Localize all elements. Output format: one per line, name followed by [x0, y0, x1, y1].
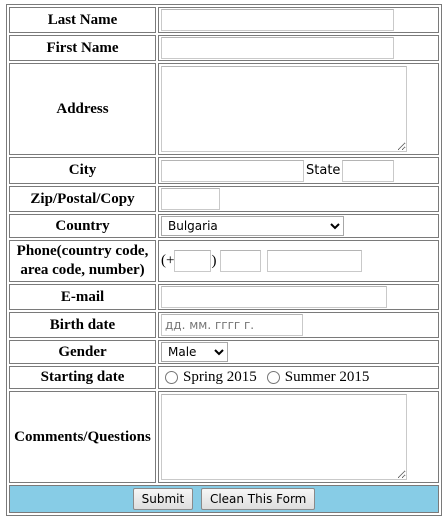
button-bar: [9, 485, 439, 513]
registration-form: [6, 4, 442, 516]
clean-form-button[interactable]: Clean This Form: [201, 488, 315, 510]
country-label: Country: [9, 214, 156, 238]
submit-button[interactable]: Submit: [133, 488, 194, 510]
state-input[interactable]: [342, 160, 394, 182]
gender-select[interactable]: [161, 342, 228, 362]
spring-2015-label: Spring 2015: [183, 369, 257, 386]
email-label: E-mail: [9, 284, 156, 310]
last-name-label: Last Name: [9, 7, 156, 33]
address-textarea[interactable]: [161, 66, 407, 152]
city-input[interactable]: [161, 160, 304, 182]
first-name-input[interactable]: [161, 37, 394, 59]
first-name-label: First Name: [9, 35, 156, 61]
phone-prefix: (+: [161, 252, 175, 269]
email-input[interactable]: [161, 286, 387, 308]
phone-area-code-input[interactable]: [220, 250, 261, 272]
zip-label: Zip/Postal/Copy: [9, 186, 156, 212]
phone-close-paren: ): [211, 252, 217, 269]
summer-2015-radio[interactable]: [267, 371, 280, 384]
phone-country-code-input[interactable]: [174, 250, 211, 272]
spring-2015-radio[interactable]: [165, 371, 178, 384]
last-name-input[interactable]: [161, 9, 394, 31]
phone-number-input[interactable]: [267, 250, 362, 272]
address-label: Address: [9, 63, 156, 155]
city-label: City: [9, 157, 156, 184]
country-select[interactable]: [161, 216, 344, 236]
comments-textarea[interactable]: [161, 394, 407, 480]
starting-date-label: Starting date: [9, 366, 156, 389]
state-label: State: [306, 163, 341, 178]
comments-label: Comments/Questions: [9, 391, 156, 483]
birth-date-label: Birth date: [9, 312, 156, 338]
summer-2015-label: Summer 2015: [284, 369, 370, 386]
zip-input[interactable]: [161, 188, 220, 210]
birth-date-input[interactable]: [161, 314, 303, 336]
gender-label: Gender: [9, 340, 156, 364]
phone-label: Phone(country code, area code, number): [9, 240, 156, 282]
